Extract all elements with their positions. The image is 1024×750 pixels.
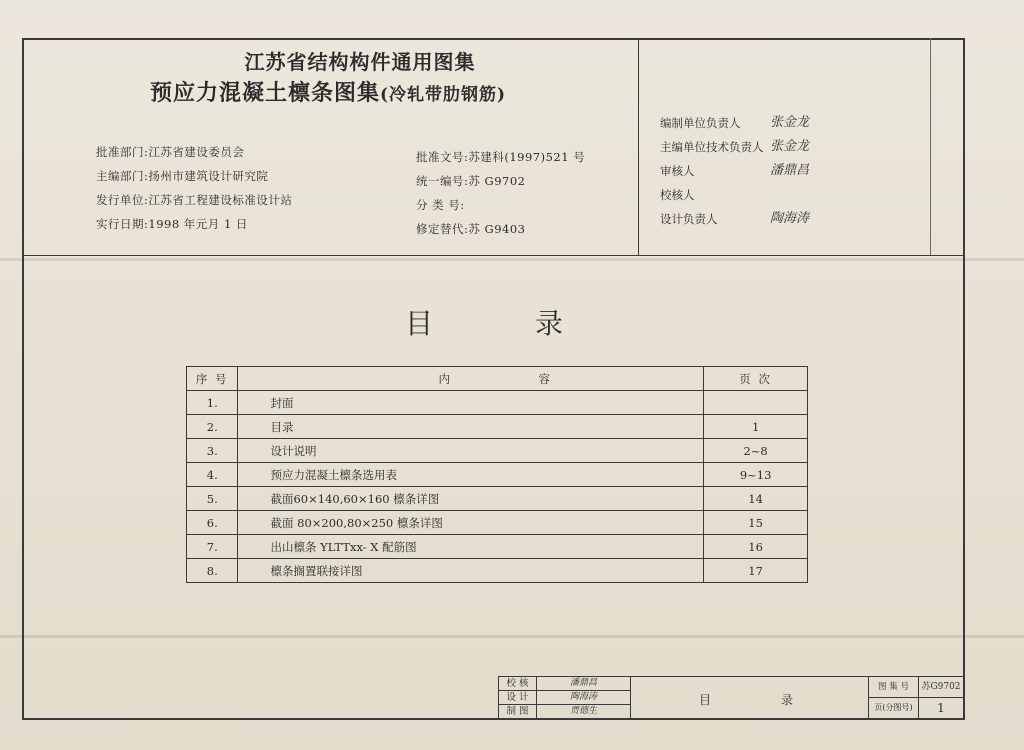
row-content: 设计说明 bbox=[238, 439, 704, 463]
atlas-title-sub: (冷轧带肋钢筋) bbox=[380, 85, 507, 105]
row-content: 截面 80×200,80×250 檩条详图 bbox=[238, 511, 704, 535]
row-page: 9~13 bbox=[704, 463, 808, 487]
title-block bbox=[498, 676, 965, 720]
column-header-page: 页 次 bbox=[704, 367, 808, 391]
column-header-no: 序 号 bbox=[187, 367, 238, 391]
tb-page-label: 页(分图号) bbox=[869, 698, 919, 719]
tb-title-char: 录 bbox=[781, 693, 794, 707]
table-row bbox=[187, 463, 808, 487]
row-no: 1. bbox=[187, 391, 238, 415]
handwritten-signature: 张金龙 bbox=[770, 139, 810, 154]
row-no: 5. bbox=[187, 487, 238, 511]
table-of-contents bbox=[186, 366, 808, 583]
row-page: 1 bbox=[704, 415, 808, 439]
section-heading bbox=[405, 302, 564, 342]
table-row bbox=[187, 559, 808, 583]
info-line: 修定替代:苏 G9403 bbox=[416, 222, 526, 236]
table-row bbox=[187, 487, 808, 511]
column-header-content bbox=[238, 367, 704, 391]
info-line: 批准部门:江苏省建设委员会 bbox=[96, 145, 245, 159]
table-row bbox=[187, 439, 808, 463]
handwritten-signature: 张金龙 bbox=[770, 115, 810, 130]
row-no: 7. bbox=[187, 535, 238, 559]
atlas-title-main: 预应力混凝土檩条图集 bbox=[150, 80, 381, 106]
signature-row bbox=[660, 135, 910, 159]
tb-signature: 潘鼎昌 bbox=[537, 677, 631, 691]
collection-title: 江苏省结构构件通用图集 bbox=[244, 50, 476, 74]
table-row bbox=[187, 391, 808, 415]
row-no: 6. bbox=[187, 511, 238, 535]
header-divider bbox=[22, 255, 965, 256]
signature-row bbox=[660, 183, 910, 207]
role-label: 编制单位负责人 bbox=[660, 116, 741, 130]
tb-signature: 陶海涛 bbox=[537, 691, 631, 705]
heading-char: 目 bbox=[405, 307, 434, 340]
row-content: 出山檩条 YLTTxx- X 配筋图 bbox=[238, 535, 704, 559]
row-no: 3. bbox=[187, 439, 238, 463]
tb-atlas-number: 苏G9702 bbox=[919, 677, 964, 698]
signature-row bbox=[660, 159, 910, 183]
role-label: 审核人 bbox=[660, 164, 695, 178]
row-content: 目录 bbox=[238, 415, 704, 439]
heading-char: 录 bbox=[535, 307, 564, 340]
column-header-content-a: 内 bbox=[438, 372, 452, 386]
row-page: 14 bbox=[704, 487, 808, 511]
document-numbers bbox=[416, 145, 585, 241]
row-content: 截面60×140,60×160 檩条详图 bbox=[238, 487, 704, 511]
signature-row bbox=[660, 111, 910, 135]
tb-atlas-label: 图 集 号 bbox=[869, 677, 919, 698]
row-no: 4. bbox=[187, 463, 238, 487]
tb-signature: 贾德生 bbox=[537, 705, 631, 719]
role-label: 校核人 bbox=[660, 188, 695, 202]
row-page: 17 bbox=[704, 559, 808, 583]
tb-drawing-title bbox=[631, 677, 869, 719]
role-label: 设计负责人 bbox=[660, 212, 718, 226]
row-page: 2~8 bbox=[704, 439, 808, 463]
role-label: 主编单位技术负责人 bbox=[660, 140, 764, 154]
column-header-content-b: 容 bbox=[538, 372, 552, 386]
info-line: 发行单位:江苏省工程建设标准设计站 bbox=[96, 193, 293, 207]
row-no: 2. bbox=[187, 415, 238, 439]
tb-title-char: 目 bbox=[699, 693, 712, 707]
info-line: 主编部门:扬州市建筑设计研究院 bbox=[96, 169, 269, 183]
atlas-title bbox=[150, 76, 506, 107]
tb-label: 设 计 bbox=[499, 691, 537, 705]
responsible-persons bbox=[660, 111, 910, 231]
info-line: 分 类 号: bbox=[416, 198, 465, 212]
table-row bbox=[187, 415, 808, 439]
row-content: 预应力混凝土檩条选用表 bbox=[238, 463, 704, 487]
handwritten-signature: 潘鼎昌 bbox=[770, 163, 810, 178]
header-column-divider bbox=[638, 38, 639, 255]
row-page bbox=[704, 391, 808, 415]
approval-info bbox=[96, 140, 292, 236]
signature-row bbox=[660, 207, 910, 231]
handwritten-signature: 陶海涛 bbox=[770, 211, 810, 226]
info-line: 实行日期:1998 年元月 1 日 bbox=[96, 217, 248, 231]
table-row bbox=[187, 535, 808, 559]
tb-page-number: 1 bbox=[919, 698, 964, 719]
row-no: 8. bbox=[187, 559, 238, 583]
tb-label: 校 核 bbox=[499, 677, 537, 691]
right-margin-line bbox=[930, 38, 931, 255]
row-content: 檩条搁置联接详图 bbox=[238, 559, 704, 583]
table-header-row bbox=[187, 367, 808, 391]
row-page: 16 bbox=[704, 535, 808, 559]
info-line: 统一编号:苏 G9702 bbox=[416, 174, 526, 188]
info-line: 批准文号:苏建科(1997)521 号 bbox=[416, 150, 586, 164]
row-content: 封面 bbox=[238, 391, 704, 415]
tb-label: 制 图 bbox=[499, 705, 537, 719]
table-row bbox=[187, 511, 808, 535]
row-page: 15 bbox=[704, 511, 808, 535]
